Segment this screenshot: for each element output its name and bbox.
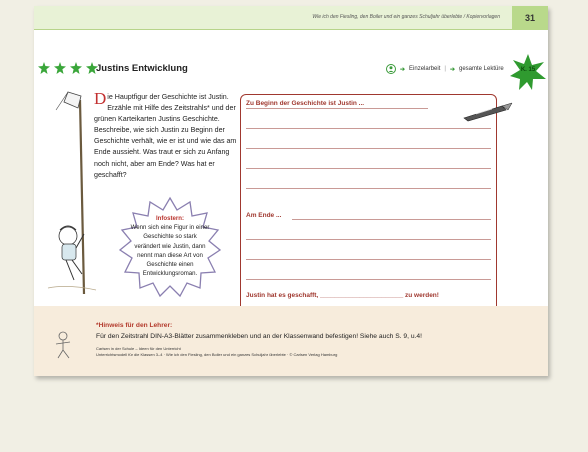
star-icon [54, 62, 66, 74]
answer-line[interactable] [246, 168, 491, 169]
star-icon [38, 62, 50, 74]
prompt-start: Zu Beginn der Geschichte ist Justin ... [246, 100, 365, 107]
answer-line[interactable] [246, 239, 491, 240]
arrow-icon: ➔ [449, 66, 455, 73]
hint-title: *Hinweis für den Lehrer: [96, 322, 173, 329]
answer-line[interactable] [246, 279, 491, 280]
answer-line[interactable] [246, 108, 428, 109]
publisher-line: Carlsen in der Schule – Ideen für den Unterricht [96, 346, 181, 351]
work-mode: ➔ Einzelarbeit | ➔ gesamte Lektüre [386, 64, 504, 74]
worksheet-page [34, 6, 548, 376]
page-number: 31 [512, 6, 548, 30]
publisher-line: Unterrichtsmodell für die Klassen 3–4 · Wie ich den Fiesling, den Boiler und ein ganzes Schuljahr überlebte · © Carlsen Verlag Hamburg [96, 352, 338, 357]
answer-line[interactable] [246, 128, 491, 129]
mode-individual: Einzelarbeit [409, 66, 441, 72]
infostern-heading: Infostern: [155, 215, 185, 222]
hint-text: Für den Zeitstrahl DIN-A3-Blätter zusammenkleben und an der Klassenwand befestigen! Siehe auch S. 9, u.4! [96, 333, 423, 340]
drop-cap: D [94, 89, 107, 108]
answer-line[interactable] [246, 259, 491, 260]
prompt-end: Am Ende ... [246, 212, 282, 219]
intro-text [94, 89, 240, 181]
page-header [34, 6, 548, 30]
teacher-note-area [34, 306, 548, 376]
fountain-pen-icon [462, 102, 514, 122]
chapter-badge-label: K. 15 [520, 67, 536, 73]
person-icon [386, 64, 396, 74]
intro-body: ie Hauptfigur der Geschichte ist Justin. Erzähle mit Hilfe des Zeitstrahls* und der grünen Karteikarten Justins Geschichte. Beschreibe, wie sich Justin zu Beginn der Geschichte verhält, wie er ist und wie das am Ende aussieht. Was traut er sich zu Anfang noch nicht, aber am Ende? Was hat er geschafft? [94, 93, 237, 179]
worksheet-title: Justins Entwicklung [96, 63, 188, 74]
answer-box [240, 94, 497, 314]
infostern-text: Wenn sich eine Figur in einer Geschichte so stark verändert wie Justin, dann nennt man diese Art von Geschichte einen Entwicklungsroman. [130, 224, 210, 278]
difficulty-stars [38, 62, 98, 74]
answer-line[interactable] [246, 148, 491, 149]
arrow-icon: ➔ [400, 66, 406, 73]
running-title: Wie ich den Fiesling, den Boiler und ein ganzes Schuljahr überlebte / Kopiervorlagen [312, 14, 500, 20]
mode-full: gesamte Lektüre [458, 66, 504, 72]
climbing-boy-illustration [38, 88, 98, 298]
prompt-achieved[interactable]: Justin hat es geschafft, _______________________ zu werden! [246, 292, 439, 299]
star-icon [70, 62, 82, 74]
infostern [130, 214, 210, 278]
stick-figure-icon [48, 330, 78, 360]
answer-line[interactable] [292, 219, 491, 220]
answer-line[interactable] [246, 188, 491, 189]
